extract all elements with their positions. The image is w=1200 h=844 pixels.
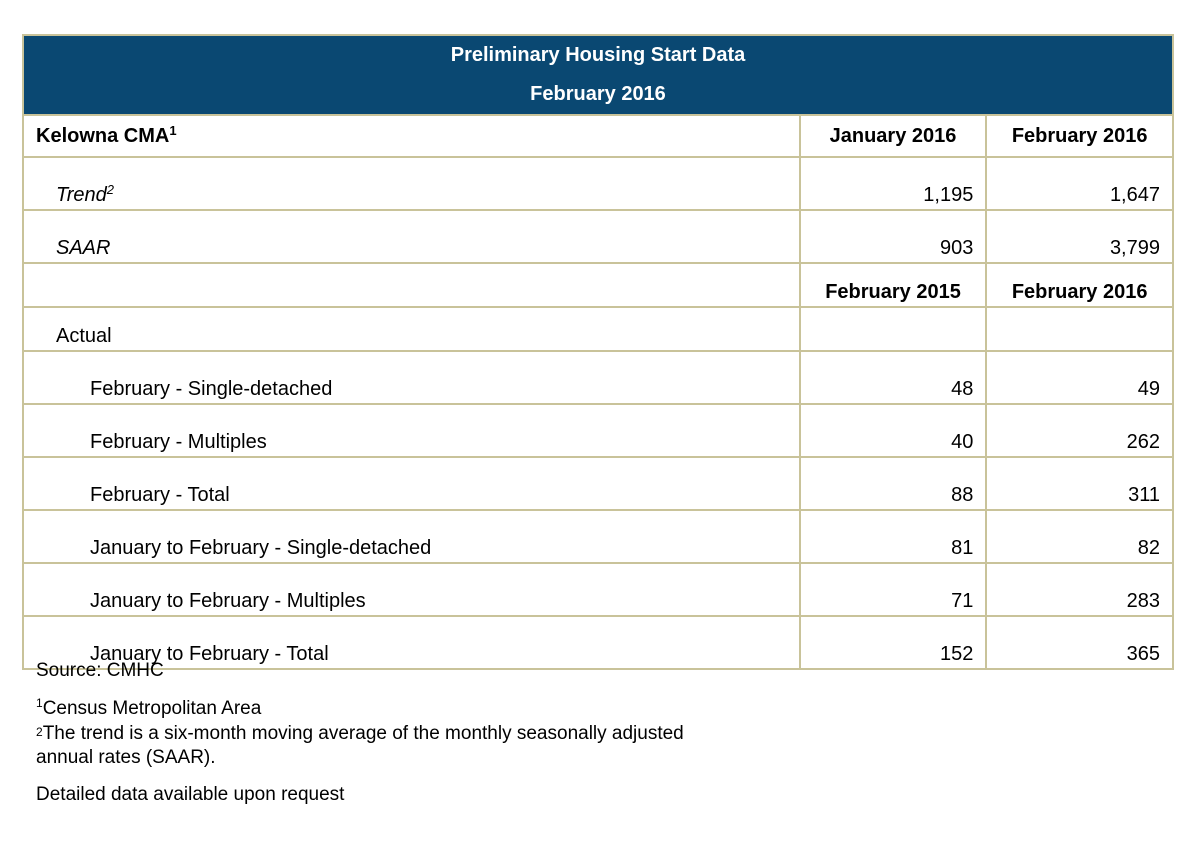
row-value-1: 40 <box>800 404 987 457</box>
table-title <box>23 35 1173 115</box>
title-line1: Preliminary Housing Start Data <box>450 44 746 66</box>
actual-blank-2 <box>986 307 1173 351</box>
table-row <box>23 404 1173 457</box>
subheader-blank <box>23 263 800 307</box>
col-header-feb-2016: February 2016 <box>986 115 1173 157</box>
detail-note: Detailed data available upon request <box>36 784 345 805</box>
saar-value-1: 903 <box>800 210 987 263</box>
row-label: February - Single-detached <box>23 351 800 404</box>
footnote-2-text: The trend is a six-month moving average of the monthly seasonally adjusted annual rates (SAAR). <box>36 723 684 768</box>
table-row <box>23 157 1173 210</box>
row-value-1: 152 <box>800 616 987 669</box>
table-row <box>23 616 1173 669</box>
housing-start-table <box>22 34 1174 670</box>
trend-footnote-mark: 2 <box>106 182 114 197</box>
footnote-1 <box>36 698 261 720</box>
footnote-2-mark: 2 <box>36 725 43 739</box>
subheader-row <box>23 263 1173 307</box>
row-label: February - Multiples <box>23 404 800 457</box>
row-label: January to February - Multiples <box>23 563 800 616</box>
col-header-feb-2016-b: February 2016 <box>986 263 1173 307</box>
table-row <box>23 457 1173 510</box>
row-value-2: 283 <box>986 563 1173 616</box>
trend-value-2: 1,647 <box>986 157 1173 210</box>
actual-label: Actual <box>23 307 800 351</box>
region-footnote-mark: 1 <box>169 122 177 138</box>
row-value-1: 71 <box>800 563 987 616</box>
row-value-2: 49 <box>986 351 1173 404</box>
row-value-1: 81 <box>800 510 987 563</box>
header-row <box>23 115 1173 157</box>
row-value-2: 311 <box>986 457 1173 510</box>
row-value-2: 82 <box>986 510 1173 563</box>
trend-value-1: 1,195 <box>800 157 987 210</box>
footnote-1-text: Census Metropolitan Area <box>42 698 262 719</box>
region-label <box>23 115 800 157</box>
saar-label: SAAR <box>23 210 800 263</box>
row-label: February - Total <box>23 457 800 510</box>
title-line2: February 2016 <box>530 83 666 105</box>
row-value-1: 88 <box>800 457 987 510</box>
actual-blank-1 <box>800 307 987 351</box>
saar-value-2: 3,799 <box>986 210 1173 263</box>
row-value-2: 365 <box>986 616 1173 669</box>
trend-text: Trend <box>56 184 107 206</box>
table-row <box>23 563 1173 616</box>
source-note: Source: CMHC <box>36 660 164 681</box>
row-value-1: 48 <box>800 351 987 404</box>
region-text: Kelowna CMA <box>36 124 170 147</box>
actual-row <box>23 307 1173 351</box>
col-header-feb-2015: February 2015 <box>800 263 987 307</box>
row-label: January to February - Total <box>23 616 800 669</box>
table-row <box>23 510 1173 563</box>
row-label: January to February - Single-detached <box>23 510 800 563</box>
footnote-1-mark: 1 <box>36 696 43 710</box>
footnote-2 <box>36 722 716 770</box>
trend-label <box>23 157 800 210</box>
table-row <box>23 351 1173 404</box>
row-value-2: 262 <box>986 404 1173 457</box>
col-header-jan-2016: January 2016 <box>800 115 987 157</box>
table-row <box>23 210 1173 263</box>
